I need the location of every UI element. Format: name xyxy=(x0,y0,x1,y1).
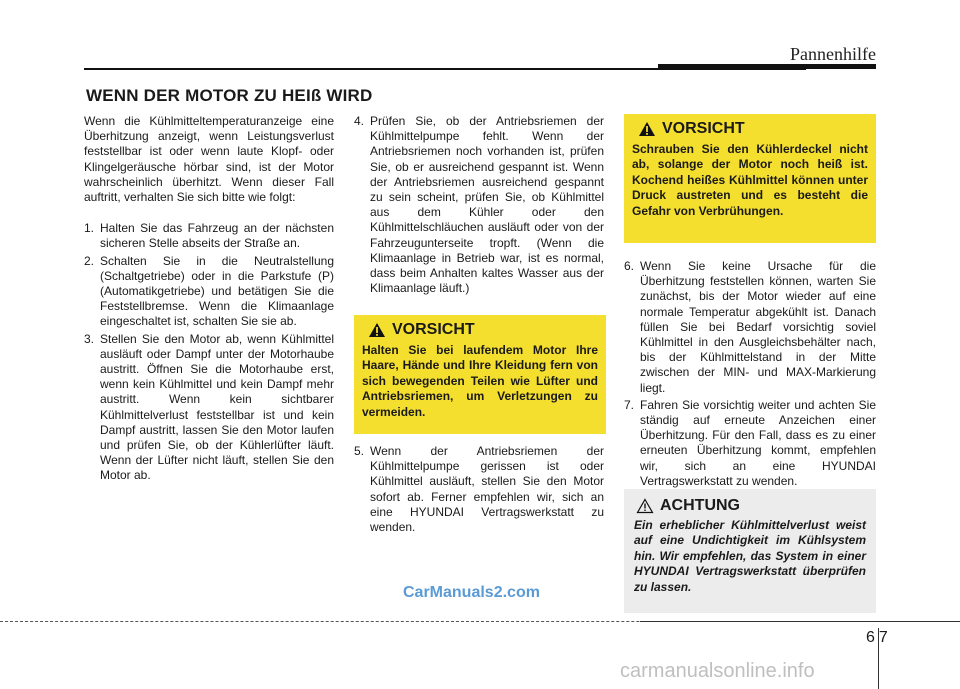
list-item xyxy=(354,444,604,535)
warning-text: Schrauben Sie den Kühlerdeckel nicht ab, solange der Motor noch heiß ist. Kochend heißes Kühlmittel können unter Druck austreten und es besteht die Gefahr von Verbrühungen. xyxy=(632,142,868,218)
list-item-text: Wenn der Antriebsriemen der Kühlmittelpumpe gerissen ist oder Kühlmittel ausläuft, stellen Sie den Motor sofort ab. Ferner empfehlen wir, sich an eine HYUNDAI Vertragswerkstatt zu wenden. xyxy=(370,444,604,535)
footer-watermark: carmanualsonline.info xyxy=(620,660,815,682)
warning-text: Halten Sie bei laufendem Motor Ihre Haare, Hände und Ihre Kleidung fern von sich bewegenden Teilen wie Lüfter und Antriebsriemen, um Verletzungen zu vermeiden. xyxy=(362,343,598,419)
warning-icon xyxy=(368,322,386,338)
watermark-link[interactable]: CarManuals2.com xyxy=(403,584,540,601)
list-item xyxy=(84,254,334,330)
list-item xyxy=(354,114,604,296)
column-3 xyxy=(624,259,876,489)
list-item-number: 1. xyxy=(84,221,95,236)
list-item-number: 4. xyxy=(354,114,365,128)
list-item xyxy=(624,259,876,396)
page-number: 67 xyxy=(866,629,892,646)
section-title: WENN DER MOTOR ZU HEIß WIRD xyxy=(86,86,373,105)
list-item xyxy=(84,332,334,484)
footer-rule xyxy=(640,621,960,622)
list-item-number: 7. xyxy=(624,397,635,412)
warning-icon xyxy=(638,121,656,137)
caution-icon xyxy=(636,498,654,514)
list-item-text: Prüfen Sie, ob der Antriebsriemen der Kühlmittelpumpe fehlt. Wenn der Antriebsriemen noch vorhanden ist, prüfen Sie, ob er ausreichend gespannt ist. Wenn der Antriebsriemen ausreichend gespannt zu sein scheint, prüfen Sie, ob Kühlmittel aus dem Kühler oder den Kühlmittelschläuchen ausläuft oder von der Fahrzeugunterseite tropft. (Wenn die Klimaanlage in Betrieb war, ist es normal, dass beim Anhalten kaltes Wasser aus der Klimaanlage läuft.) xyxy=(370,114,604,296)
list-item-text: Wenn Sie keine Ursache für die Überhitzung feststellen können, warten Sie zunächst, bis der Motor wieder auf eine normale Temperatur abgekühlt ist. Danach füllen Sie bei Bedarf vorsichtig soviel Kühlmittel in den Ausgleichsbehälter nach, bis der Kühlmittelstand in der Mitte zwischen der MIN- und MAX-Markierung liegt. xyxy=(640,259,876,395)
list-item-number: 2. xyxy=(84,253,95,268)
warning-box xyxy=(354,315,606,434)
chapter-title: Pannenhilfe xyxy=(790,44,876,64)
list-item-text: Stellen Sie den Motor ab, wenn Kühlmittel ausläuft oder Dampf unter der Motorhaube austritt. Öffnen Sie die Motorhaube erst, wenn kein Kühlmittel und kein Dampf mehr austritt. Wenn kein sichtbarer Kühlmittelverlust feststellbar ist und kein Dampf austritt, lassen Sie den Motor laufen und prüfen Sie, ob der Kühlerlüfter läuft. Wenn der Lüfter nicht läuft, stellen Sie den Motor ab. xyxy=(100,331,334,483)
column-2 xyxy=(354,114,604,296)
list-item xyxy=(624,398,876,489)
list-item-number: 3. xyxy=(84,331,95,346)
caution-text: Ein erheblicher Kühlmittelverlust weist auf eine Undichtigkeit im Kühlsystem hin. Wir empfehlen, das System in einer HYUNDAI Vertragswerkstatt überprüfen zu lassen. xyxy=(634,518,866,594)
list-item-number: 6. xyxy=(624,259,635,273)
list-item-text: Halten Sie das Fahrzeug an der nächsten sicheren Stelle abseits der Straße an. xyxy=(100,221,334,251)
warning-box xyxy=(624,114,876,243)
column-2-lower xyxy=(354,444,604,535)
warning-title: VORSICHT xyxy=(662,120,745,137)
intro-paragraph: Wenn die Kühlmitteltemperaturanzeige eine Überhitzung anzeigt, wenn Leistungsverlust feststellbar ist oder wenn laute Klopf- oder Klingelgeräusche hörbar sind, ist der Motor wahrscheinlich überhitzt. Wenn dieser Fall auftritt, verhalten Sie sich bitte wie folgt: xyxy=(84,114,334,205)
caution-box xyxy=(624,489,876,613)
list-item xyxy=(84,221,334,251)
list-item-text: Fahren Sie vorsichtig weiter und achten Sie ständig auf erneute Anzeichen einer Überhitzung. Für den Fall, dass es zu einer erneuten Überhitzung kommt, empfehlen wir, sich an eine HYUNDAI Vertragswerkstatt zu wenden. xyxy=(640,397,876,488)
caution-title: ACHTUNG xyxy=(660,497,740,514)
column-1 xyxy=(84,114,334,484)
list-item-text: Schalten Sie in die Neutralstellung (Schaltgetriebe) oder in die Parkstufe (P) (Automatikgetriebe) und betätigen Sie die Feststellbremse. Wenn die Klimaanlage eingeschaltet ist, schalten Sie sie ab. xyxy=(100,253,334,329)
list-item-number: 5. xyxy=(354,444,365,458)
warning-title: VORSICHT xyxy=(392,321,475,338)
header-rule-accent xyxy=(658,64,876,69)
